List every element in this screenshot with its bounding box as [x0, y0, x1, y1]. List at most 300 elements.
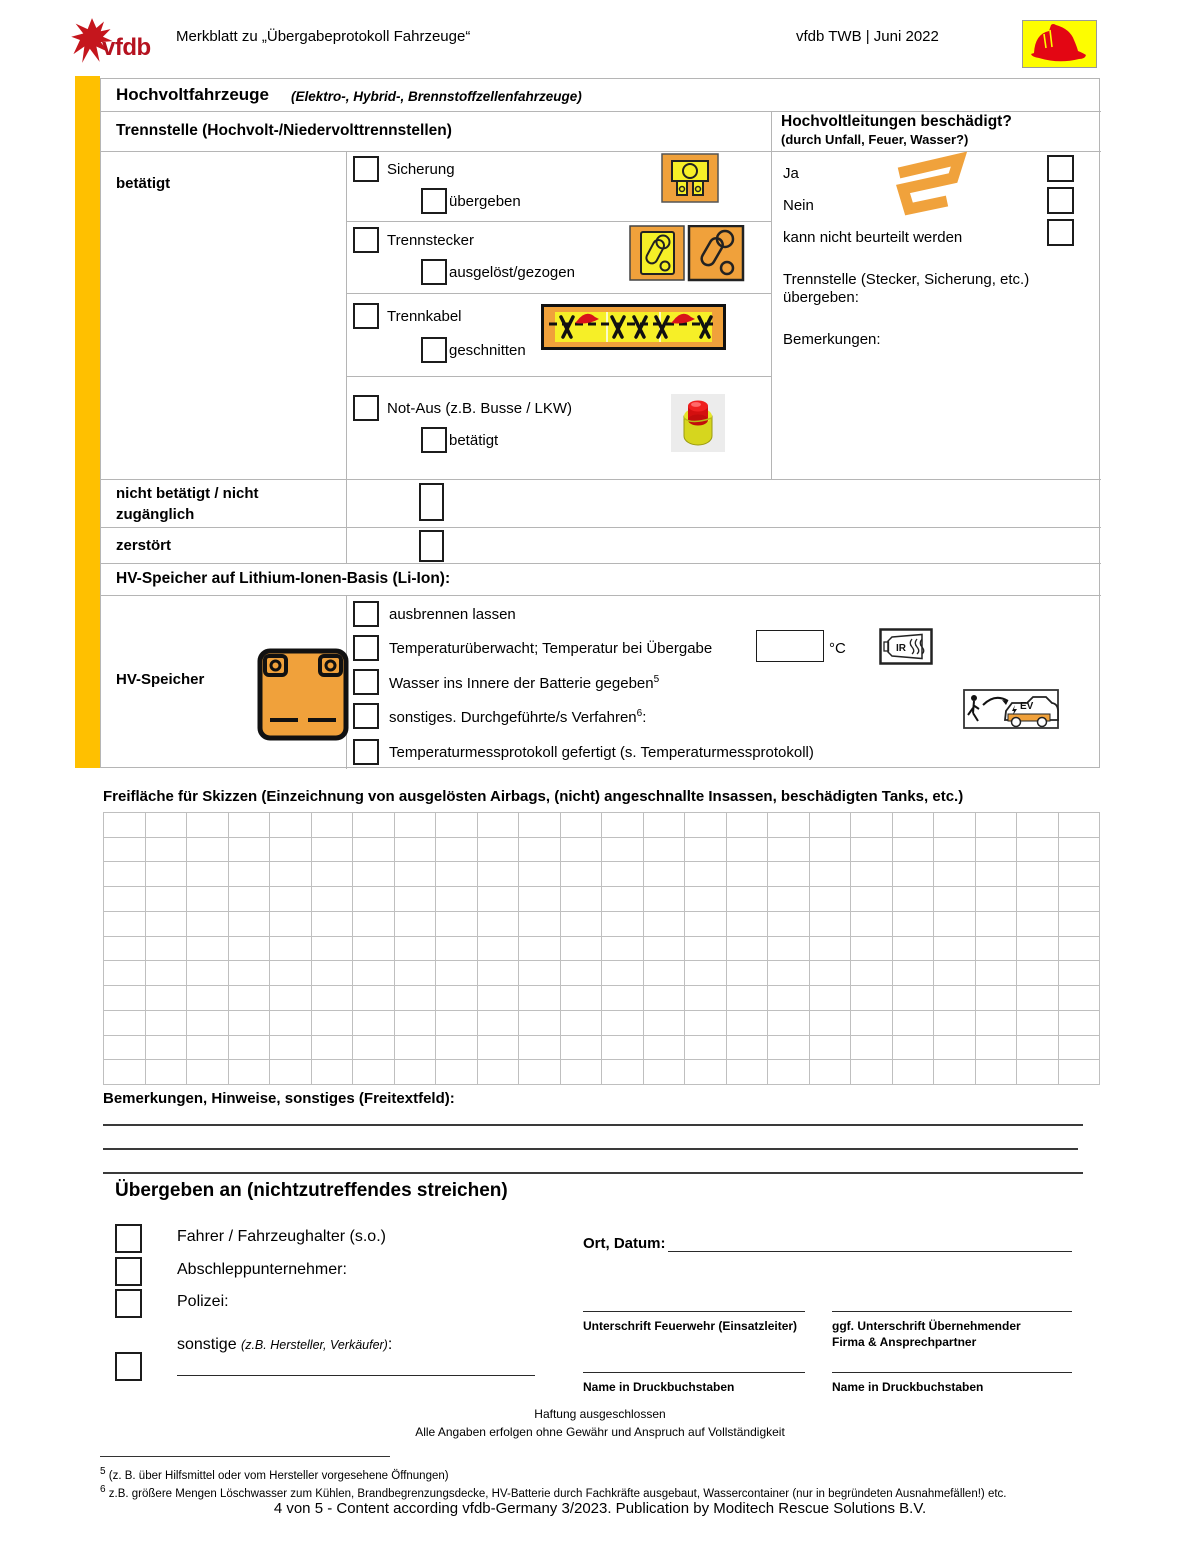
sketch-cell — [644, 838, 686, 863]
sketch-cell — [478, 937, 520, 962]
sketch-cell — [976, 986, 1018, 1011]
sketch-cell — [893, 1060, 935, 1085]
sketch-cell — [436, 862, 478, 887]
sketch-cell — [644, 1036, 686, 1061]
checkbox-damage-ja[interactable] — [1047, 155, 1074, 182]
sketch-cell — [478, 1060, 520, 1085]
sketch-cell — [934, 813, 976, 838]
option-sonstiges-text: sonstiges. Durchgeführte/s Verfahren — [389, 709, 637, 726]
sketch-cell — [312, 937, 354, 962]
sketch-cell — [1017, 986, 1059, 1011]
sketch-cell — [395, 912, 437, 937]
sketch-cell — [104, 838, 146, 863]
page-info: 4 von 5 - Content according vfdb-Germany 3/2023. Publication by Moditech Rescue Solutions B.V. — [273, 1500, 927, 1517]
sketch-cell — [312, 912, 354, 937]
sketch-cell — [436, 1060, 478, 1085]
sketch-cell — [519, 887, 561, 912]
checkbox-trennstecker[interactable] — [353, 227, 379, 253]
sketch-cell — [395, 1011, 437, 1036]
damage-option-nein: Nein — [783, 197, 814, 214]
damage-header: Hochvoltleitungen beschädigt? — [781, 113, 1012, 130]
sketch-cell — [810, 912, 852, 937]
sketch-cell — [187, 912, 229, 937]
checkbox-polizei[interactable] — [115, 1289, 142, 1318]
checkbox-destroyed[interactable] — [419, 530, 444, 562]
sonstige-line[interactable] — [177, 1375, 535, 1376]
sig-recipient-line2: Firma & Ansprechpartner — [832, 1335, 977, 1350]
sketch-cell — [519, 937, 561, 962]
sketch-cell — [685, 813, 727, 838]
sketch-cell — [270, 813, 312, 838]
sketch-cell — [1017, 813, 1059, 838]
sketch-cell — [436, 961, 478, 986]
sketch-cell — [934, 1036, 976, 1061]
sketch-cell — [436, 912, 478, 937]
sketch-grid[interactable] — [103, 812, 1100, 1085]
sketch-cell — [395, 862, 437, 887]
sketch-cell — [976, 1036, 1018, 1061]
checkbox-notaus[interactable] — [353, 395, 379, 421]
sketch-cell — [561, 887, 603, 912]
divider — [101, 563, 1101, 564]
sketch-cell — [976, 813, 1018, 838]
sketch-cell — [561, 1011, 603, 1036]
sketch-cell — [312, 838, 354, 863]
option-sonstiges-sup: 6 — [636, 708, 643, 719]
ev-tow-icon — [963, 689, 1059, 734]
hv-speicher-label: HV-Speicher — [116, 671, 205, 688]
liability-line1: Haftung ausgeschlossen — [534, 1407, 666, 1421]
sketch-cell — [229, 986, 271, 1011]
sketch-cell — [270, 838, 312, 863]
sketch-cell — [934, 937, 976, 962]
sketch-cell — [602, 937, 644, 962]
sketch-cell — [893, 912, 935, 937]
checkbox-notaus-betaetigt[interactable] — [421, 427, 447, 453]
sketch-cell — [561, 912, 603, 937]
footnote-5-marker: 5 — [100, 1466, 106, 1477]
sig-recipient-line1: ggf. Unterschrift Übernehmender — [832, 1319, 1021, 1333]
sketch-cell — [976, 887, 1018, 912]
sketch-cell — [893, 887, 935, 912]
handover-option-sonstige — [177, 1336, 392, 1354]
sketch-cell — [104, 813, 146, 838]
footnote-5 — [100, 1466, 449, 1482]
sketch-cell — [976, 1060, 1018, 1085]
sketch-cell — [561, 986, 603, 1011]
sketch-cell — [685, 1060, 727, 1085]
temperature-input[interactable] — [756, 630, 824, 662]
sketch-cell — [851, 1060, 893, 1085]
checkbox-sicherung[interactable] — [353, 156, 379, 182]
divider — [346, 151, 347, 563]
sketch-cell — [1017, 838, 1059, 863]
sketch-cell — [810, 862, 852, 887]
trennstelle-header: Trennstelle (Hochvolt-/Niedervolttrennstellen) — [116, 122, 452, 139]
signature-recipient-label — [832, 1318, 1082, 1350]
sketch-cell — [395, 961, 437, 986]
sketch-cell — [685, 1036, 727, 1061]
betaetigt-label: betätigt — [116, 175, 171, 192]
sketch-cell — [768, 1060, 810, 1085]
option-messprotokoll: Temperaturmessprotokoll gefertigt (s. Temperaturmessprotokoll) — [389, 744, 814, 761]
sketch-cell — [1059, 887, 1101, 912]
footnote-6-text: z.B. größere Mengen Löschwasser zum Kühlen, Brandbegrenzungsdecke, HV-Batterie durch Fachkräfte ausgebaut, Wassercontainer (nur in begründeten Ausnahmefällen!) etc. — [108, 1487, 1007, 1500]
vfdb-logo-text: vfdb — [102, 34, 151, 61]
sketch-cell — [768, 813, 810, 838]
checkbox-abschleppunternehmer[interactable] — [115, 1257, 142, 1286]
sketch-cell — [1059, 1060, 1101, 1085]
sketch-cell — [685, 961, 727, 986]
notaus-sub-label: betätigt — [449, 432, 499, 449]
fuse-icon — [661, 153, 719, 208]
sketch-cell — [436, 1036, 478, 1061]
sketch-cell — [270, 912, 312, 937]
sketch-cell — [229, 862, 271, 887]
sketch-cell — [810, 813, 852, 838]
sketch-cell — [602, 813, 644, 838]
sketch-cell — [1059, 813, 1101, 838]
sketch-cell — [893, 838, 935, 863]
remarks-title: Bemerkungen, Hinweise, sonstiges (Freitextfeld): — [103, 1090, 455, 1107]
sketch-cell — [146, 1036, 188, 1061]
sketch-cell — [270, 862, 312, 887]
sketch-cell — [519, 1060, 561, 1085]
notaus-label: Not-Aus (z.B. Busse / LKW) — [387, 400, 573, 417]
checkbox-damage-kann-nicht[interactable] — [1047, 219, 1074, 246]
sketch-cell — [1017, 1011, 1059, 1036]
sketch-cell — [644, 862, 686, 887]
sketch-cell — [353, 986, 395, 1011]
sketch-cell — [229, 838, 271, 863]
signature-fire-label: Unterschrift Feuerwehr (Einsatzleiter) — [583, 1319, 798, 1333]
sketch-cell — [519, 1036, 561, 1061]
signature-recipient-line[interactable] — [832, 1311, 1072, 1312]
sketch-cell — [810, 1060, 852, 1085]
sketch-cell — [187, 1011, 229, 1036]
sonstige-note: (z.B. Hersteller, Verkäufer) — [241, 1338, 388, 1352]
sketch-cell — [768, 912, 810, 937]
sketch-cell — [395, 887, 437, 912]
sketch-cell — [810, 961, 852, 986]
sketch-cell — [104, 986, 146, 1011]
sketch-cell — [893, 986, 935, 1011]
sketch-cell — [1059, 1011, 1101, 1036]
handover-option-abschlepp: Abschleppunternehmer: — [177, 1261, 347, 1278]
sketch-cell — [104, 1036, 146, 1061]
sketch-cell — [519, 838, 561, 863]
damage-remarks-label: Bemerkungen: — [783, 331, 881, 348]
sketch-cell — [602, 887, 644, 912]
sketch-cell — [602, 961, 644, 986]
sketch-cell — [727, 887, 769, 912]
sketch-cell — [104, 961, 146, 986]
checkbox-trennkabel[interactable] — [353, 303, 379, 329]
sketch-cell — [146, 961, 188, 986]
sketch-cell — [1059, 937, 1101, 962]
sketch-cell — [934, 1011, 976, 1036]
sketch-cell — [727, 862, 769, 887]
sketch-cell — [519, 961, 561, 986]
remarks-line[interactable] — [103, 1172, 1083, 1174]
trennkabel-sub-label: geschnitten — [449, 342, 526, 359]
sketch-cell — [893, 1011, 935, 1036]
damage-subheader: (durch Unfall, Feuer, Wasser?) — [781, 132, 969, 147]
sketch-cell — [270, 887, 312, 912]
sketch-cell — [561, 1036, 603, 1061]
sketch-cell — [187, 1060, 229, 1085]
sketch-cell — [229, 1036, 271, 1061]
battery-icon — [257, 645, 349, 747]
sketch-cell — [851, 1011, 893, 1036]
sketch-cell — [104, 862, 146, 887]
checkbox-sonstige[interactable] — [115, 1352, 142, 1381]
handover-option-fahrer: Fahrer / Fahrzeughalter (s.o.) — [177, 1228, 386, 1245]
sketch-cell — [768, 986, 810, 1011]
damage-option-ja: Ja — [783, 165, 799, 182]
sketch-cell — [851, 912, 893, 937]
sketch-cell — [810, 1036, 852, 1061]
sketch-cell — [934, 961, 976, 986]
sketch-cell — [727, 986, 769, 1011]
sketch-cell — [893, 1036, 935, 1061]
signature-fire-line[interactable] — [583, 1311, 805, 1312]
remarks-line[interactable] — [103, 1148, 1078, 1150]
footnote-5-text: (z. B. über Hilfsmittel oder vom Hersteller vorgesehene Öffnungen) — [108, 1469, 449, 1482]
sketch-cell — [146, 912, 188, 937]
sketch-cell — [478, 862, 520, 887]
name-recipient-line[interactable] — [832, 1372, 1072, 1373]
checkbox-damage-nein[interactable] — [1047, 187, 1074, 214]
sketch-cell — [187, 937, 229, 962]
sketch-cell — [851, 887, 893, 912]
sketch-cell — [685, 1011, 727, 1036]
sketch-cell — [768, 1011, 810, 1036]
sketch-cell — [644, 912, 686, 937]
sketch-cell — [146, 937, 188, 962]
divider — [771, 111, 772, 479]
sketch-cell — [893, 862, 935, 887]
sketch-cell — [810, 838, 852, 863]
sketch-cell — [353, 838, 395, 863]
sketch-cell — [851, 937, 893, 962]
sketch-cell — [187, 1036, 229, 1061]
accent-stripe — [75, 76, 100, 768]
sketch-cell — [685, 986, 727, 1011]
sketch-cell — [187, 961, 229, 986]
sketch-cell — [104, 937, 146, 962]
sketch-cell — [1059, 986, 1101, 1011]
sketch-cell — [561, 1060, 603, 1085]
sketch-cell — [353, 813, 395, 838]
sketch-cell — [727, 813, 769, 838]
sketch-cell — [229, 961, 271, 986]
sketch-cell — [395, 986, 437, 1011]
sketch-cell — [395, 937, 437, 962]
sketch-cell — [810, 986, 852, 1011]
sketch-cell — [810, 937, 852, 962]
sketch-cell — [519, 813, 561, 838]
sketch-cell — [934, 887, 976, 912]
handover-option-polizei: Polizei: — [177, 1293, 229, 1310]
sketch-cell — [727, 838, 769, 863]
checkbox-wasser[interactable] — [353, 669, 379, 695]
name-fire-label: Name in Druckbuchstaben — [583, 1380, 735, 1394]
footnote-separator — [100, 1456, 390, 1457]
sketch-cell — [602, 1036, 644, 1061]
sketch-title: Freifläche für Skizzen (Einzeichnung von ausgelösten Airbags, (nicht) angeschnallte Insassen, beschädigten Tanks, etc.) — [103, 788, 964, 805]
hv-table — [100, 78, 1100, 768]
sketch-cell — [768, 1036, 810, 1061]
sketch-cell — [478, 912, 520, 937]
sketch-cell — [270, 1060, 312, 1085]
sketch-cell — [146, 986, 188, 1011]
sonstige-suffix: : — [387, 1336, 393, 1353]
sketch-cell — [727, 1036, 769, 1061]
sketch-cell — [478, 813, 520, 838]
sketch-cell — [104, 1011, 146, 1036]
sketch-cell — [644, 813, 686, 838]
checkbox-temperaturmessprotokoll[interactable] — [353, 739, 379, 765]
svg-text:EV: EV — [1020, 701, 1034, 712]
sketch-cell — [976, 838, 1018, 863]
sketch-cell — [187, 986, 229, 1011]
sketch-cell — [561, 937, 603, 962]
sketch-cell — [685, 887, 727, 912]
sketch-cell — [768, 937, 810, 962]
sketch-cell — [478, 1011, 520, 1036]
sketch-cell — [187, 887, 229, 912]
damage-option-kann-nicht: kann nicht beurteilt werden — [783, 229, 963, 246]
sketch-cell — [146, 887, 188, 912]
option-ausbrennen: ausbrennen lassen — [389, 606, 516, 623]
sketch-cell — [353, 1036, 395, 1061]
sketch-cell — [602, 862, 644, 887]
trennkabel-label: Trennkabel — [387, 308, 462, 325]
checkbox-fahrer[interactable] — [115, 1224, 142, 1253]
sketch-cell — [768, 862, 810, 887]
sketch-cell — [436, 813, 478, 838]
sketch-cell — [104, 912, 146, 937]
fire-helmet-badge-icon — [1022, 20, 1097, 68]
sketch-cell — [229, 1060, 271, 1085]
name-fire-line[interactable] — [583, 1372, 805, 1373]
divider — [101, 527, 1101, 528]
checkbox-temperaturueberwacht[interactable] — [353, 635, 379, 661]
sketch-cell — [934, 1060, 976, 1085]
sketch-cell — [851, 862, 893, 887]
sketch-cell — [270, 986, 312, 1011]
sketch-cell — [436, 838, 478, 863]
sketch-cell — [1017, 961, 1059, 986]
sketch-cell — [229, 912, 271, 937]
sketch-cell — [436, 887, 478, 912]
sketch-cell — [270, 1036, 312, 1061]
sketch-cell — [893, 961, 935, 986]
sketch-cell — [1059, 912, 1101, 937]
sketch-cell — [519, 986, 561, 1011]
sicherung-sub-label: übergeben — [449, 193, 521, 210]
place-date-line[interactable] — [668, 1251, 1072, 1252]
sketch-cell — [519, 912, 561, 937]
sketch-cell — [312, 961, 354, 986]
checkbox-ausbrennen[interactable] — [353, 601, 379, 627]
sketch-cell — [187, 838, 229, 863]
option-wasser-sup: 5 — [653, 674, 660, 685]
sketch-cell — [353, 887, 395, 912]
sketch-cell — [644, 961, 686, 986]
sketch-cell — [395, 813, 437, 838]
option-sonstiges-suffix: : — [642, 709, 647, 726]
checkbox-not-actuated[interactable] — [419, 483, 444, 521]
sketch-cell — [395, 1036, 437, 1061]
sketch-cell — [353, 937, 395, 962]
sketch-cell — [561, 838, 603, 863]
divider — [346, 293, 771, 294]
sketch-cell — [851, 961, 893, 986]
sketch-cell — [727, 1060, 769, 1085]
checkbox-sicherung-uebergeben[interactable] — [421, 188, 447, 214]
footnote-6 — [100, 1484, 1006, 1500]
ir-camera-icon — [879, 628, 933, 670]
option-wasser — [389, 674, 659, 693]
section-subtitle: (Elektro-, Hybrid-, Brennstoffzellenfahrzeuge) — [291, 89, 582, 104]
not-actuated-label: nicht betätigt / nicht zugänglich — [116, 485, 259, 523]
sketch-cell — [146, 838, 188, 863]
divider — [101, 595, 1101, 596]
sketch-cell — [976, 937, 1018, 962]
sketch-cell — [146, 813, 188, 838]
sketch-cell — [478, 961, 520, 986]
sketch-cell — [768, 887, 810, 912]
place-date-label: Ort, Datum: — [583, 1235, 666, 1252]
sketch-cell — [976, 961, 1018, 986]
sketch-cell — [270, 961, 312, 986]
sketch-cell — [229, 1011, 271, 1036]
sketch-cell — [1059, 838, 1101, 863]
sketch-cell — [934, 912, 976, 937]
sketch-cell — [851, 986, 893, 1011]
sketch-cell — [851, 838, 893, 863]
option-temperatur: Temperaturüberwacht; Temperatur bei Übergabe — [389, 640, 713, 657]
sketch-cell — [934, 986, 976, 1011]
checkbox-trennstecker-ausgeloest[interactable] — [421, 259, 447, 285]
sketch-cell — [644, 937, 686, 962]
sketch-cell — [270, 1011, 312, 1036]
squiggle-mark — [889, 151, 974, 222]
sketch-cell — [187, 813, 229, 838]
sketch-cell — [727, 1011, 769, 1036]
sketch-cell — [727, 961, 769, 986]
sketch-cell — [229, 887, 271, 912]
sketch-cell — [1017, 937, 1059, 962]
sketch-cell — [602, 912, 644, 937]
sketch-cell — [768, 838, 810, 863]
sketch-cell — [644, 1060, 686, 1085]
section-title: Hochvoltfahrzeuge — [116, 85, 270, 104]
sketch-cell — [602, 986, 644, 1011]
sketch-cell — [851, 813, 893, 838]
sketch-cell — [727, 937, 769, 962]
checkbox-sonstiges-verfahren[interactable] — [353, 703, 379, 729]
sketch-cell — [1017, 887, 1059, 912]
divider — [346, 221, 771, 222]
checkbox-trennkabel-geschnitten[interactable] — [421, 337, 447, 363]
remarks-line[interactable] — [103, 1124, 1083, 1126]
sketch-cell — [602, 838, 644, 863]
sketch-cell — [312, 862, 354, 887]
divider — [101, 479, 1101, 480]
